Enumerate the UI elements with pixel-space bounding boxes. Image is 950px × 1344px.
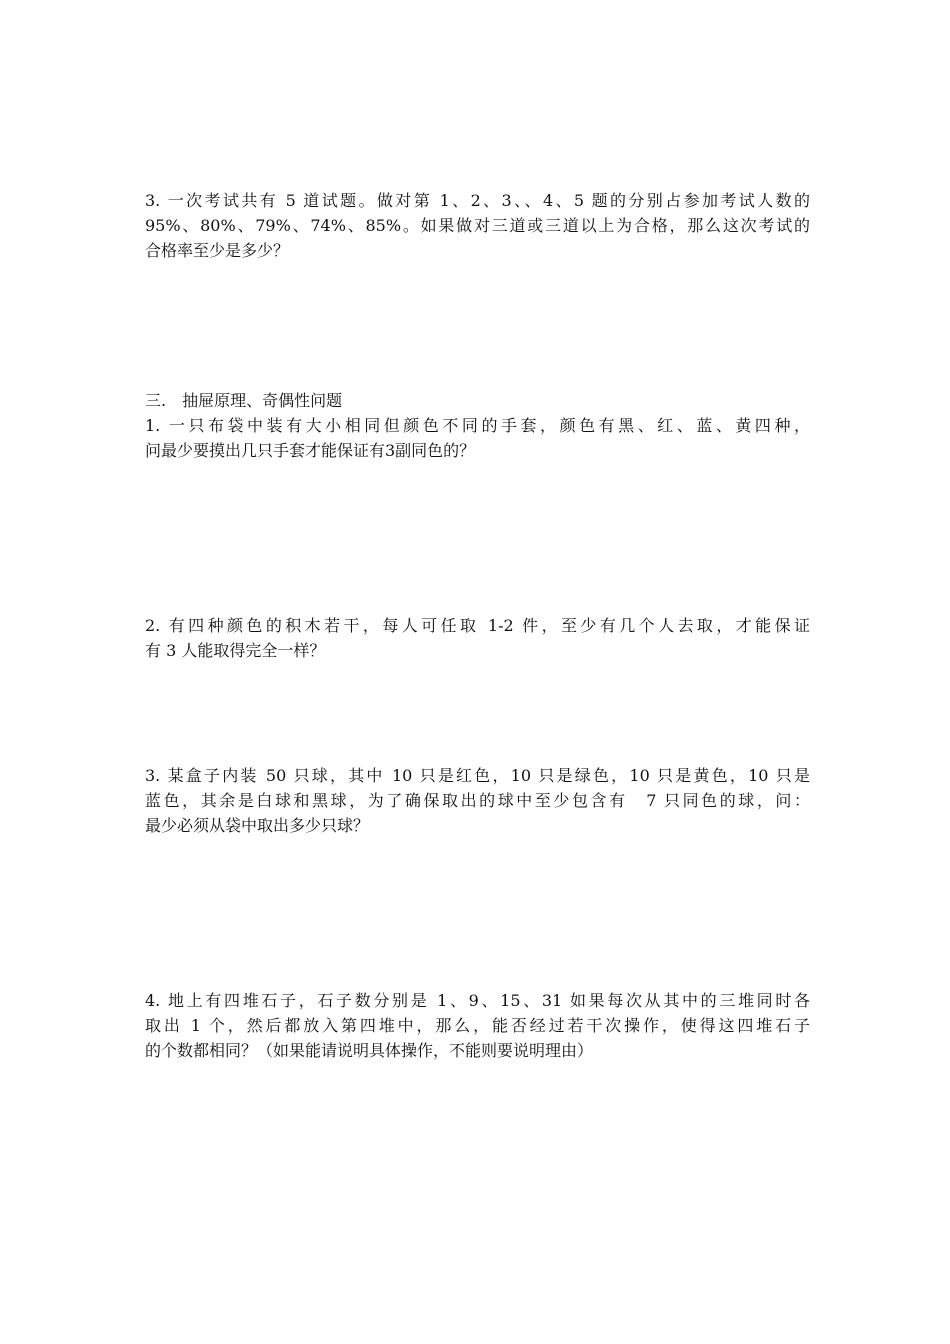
problem-line: 的个数都相同？（如果能请说明具体操作，不能则要说明理由） bbox=[145, 1041, 594, 1060]
problem-3-exam-pass-rate bbox=[145, 188, 810, 263]
problem-line: 4. 地上有四堆石子，石子数分别是 1、9、15、31 如果每次从其中的三堆同时各 bbox=[145, 991, 810, 1010]
problem-line: 2. 有四种颜色的积木若干，每人可任取 1-2 件，至少有几个人去取，才能保证 bbox=[145, 616, 810, 635]
problem-3-balls bbox=[145, 763, 810, 838]
problem-1-gloves bbox=[145, 413, 810, 463]
problem-line: 1. 一只布袋中装有大小相同但颜色不同的手套，颜色有黑、红、蓝、黄四种， bbox=[145, 416, 810, 435]
section-heading: 三. 抽屉原理、奇偶性问题 bbox=[145, 391, 343, 410]
problem-line: 问最少要摸出几只手套才能保证有3副同色的？ bbox=[145, 441, 476, 460]
problem-line: 蓝色，其余是白球和黑球，为了确保取出的球中至少包含有 7 只同色的球，问： bbox=[145, 791, 810, 810]
problem-4-stones bbox=[145, 988, 810, 1063]
problem-line: 3. 某盒子内装 50 只球，其中 10 只是红色，10 只是绿色，10 只是黄色，10 只是 bbox=[145, 766, 810, 785]
problem-line: 3. 一次考试共有 5 道试题。做对第 1、2、3、、4、5 题的分别占参加考试人数的 bbox=[145, 191, 810, 210]
problem-line: 95%、80%、79%、74%、85%。如果做对三道或三道以上为合格，那么这次考试的 bbox=[145, 216, 810, 235]
problem-line: 合格率至少是多少？ bbox=[145, 241, 290, 260]
problem-line: 取出 1 个，然后都放入第四堆中，那么，能否经过若干次操作，使得这四堆石子 bbox=[145, 1016, 810, 1035]
problem-2-blocks bbox=[145, 613, 810, 663]
section-three bbox=[145, 388, 810, 413]
problem-line: 最少必须从袋中取出多少只球？ bbox=[145, 816, 370, 835]
problem-line: 有 3 人能取得完全一样？ bbox=[145, 641, 326, 660]
